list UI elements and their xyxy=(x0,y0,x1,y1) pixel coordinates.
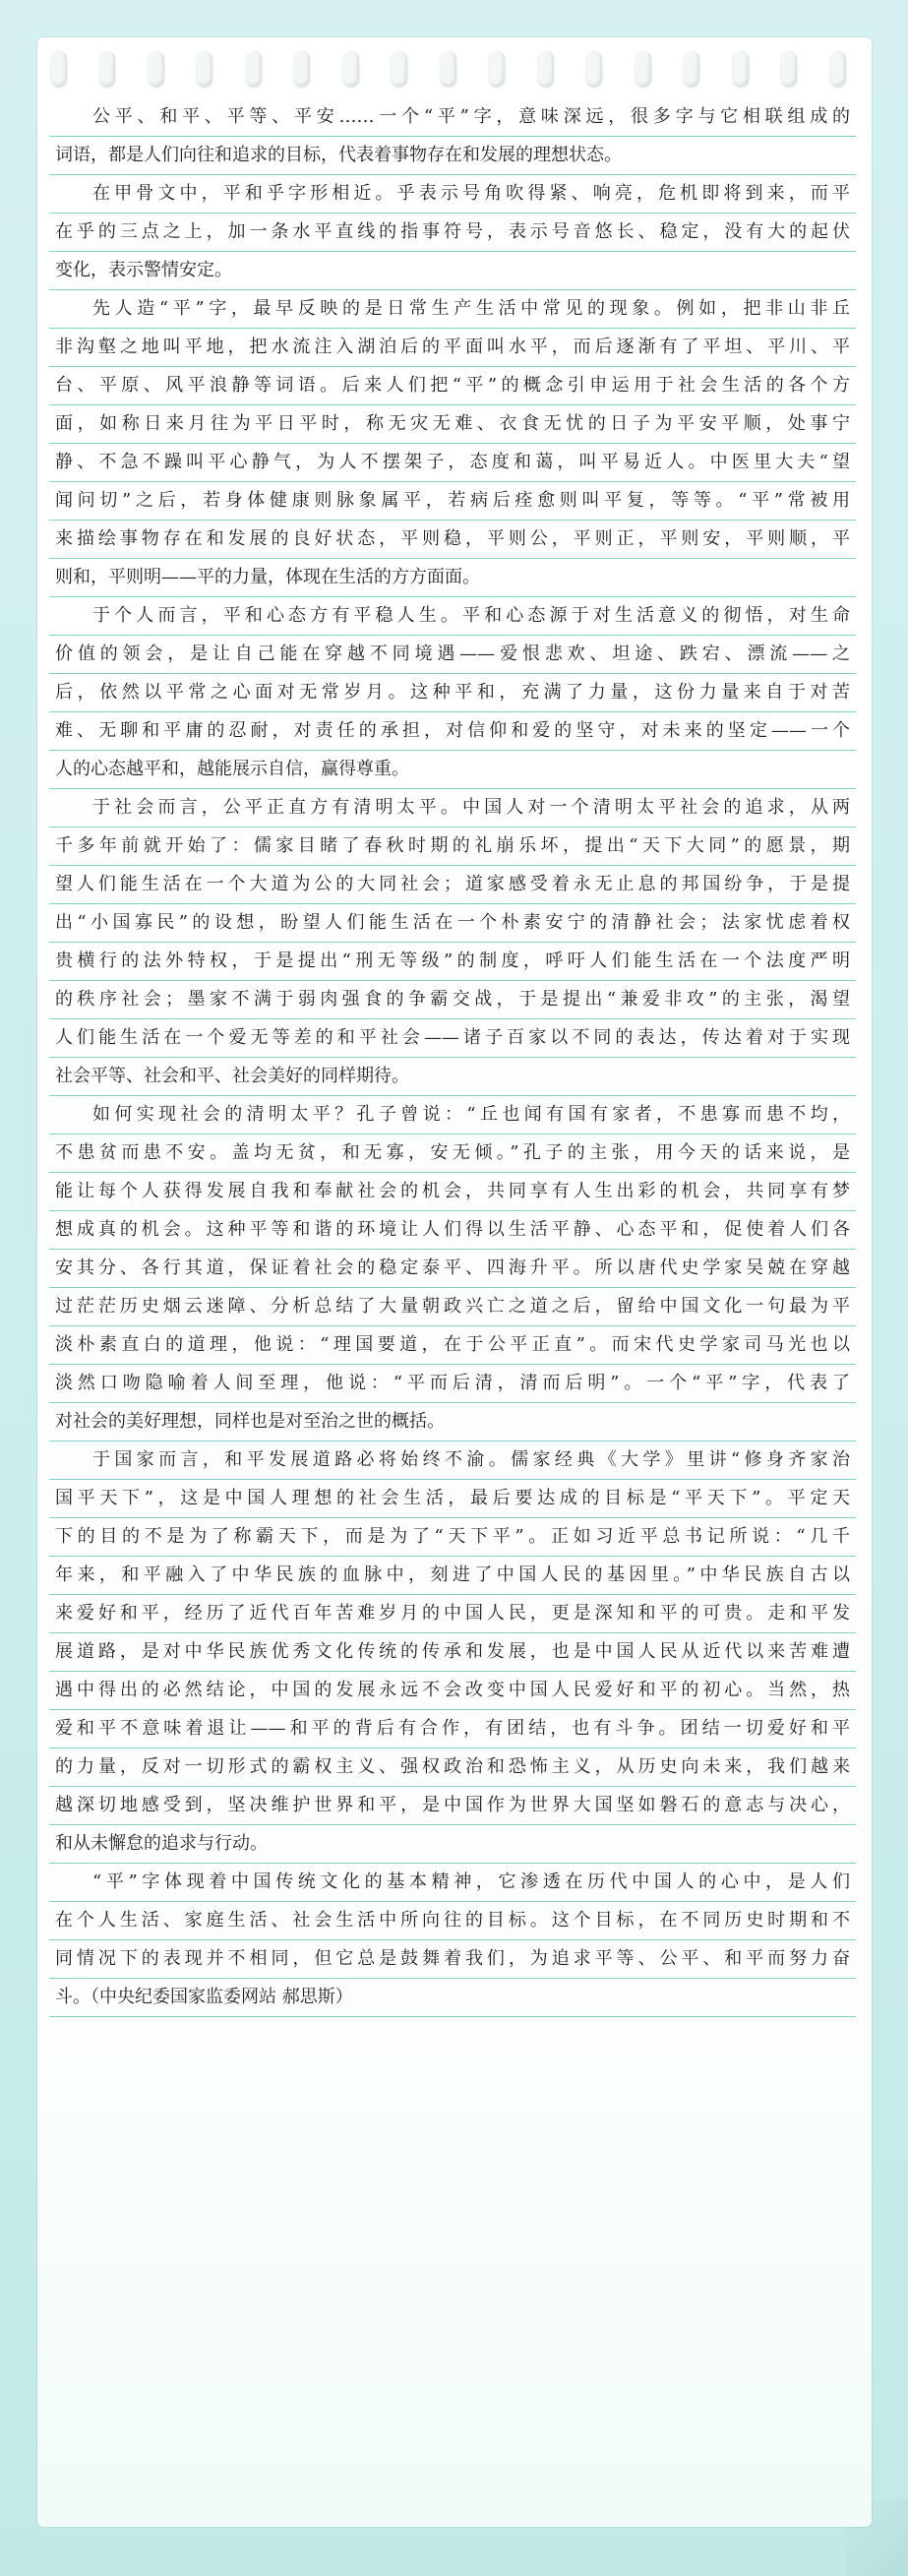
text-line: 和从未懈怠的追求与行动。 xyxy=(49,1825,856,1864)
binder-holes xyxy=(37,51,872,94)
text-line: 人们能生活在一个爱无等差的和平社会——诸子百家以不同的表达，传达着对于实现 xyxy=(49,1019,856,1058)
text-line: 千多年前就开始了：儒家目睹了春秋时期的礼崩乐坏，提出“天下大同”的愿景，期 xyxy=(49,828,856,866)
text-line: 于国家而言，和平发展道路必将始终不渝。儒家经典《大学》里讲“修身齐家治 xyxy=(49,1441,856,1480)
text-line: 公平、和平、平等、平安……一个“平”字，意味深远，很多字与它相联组成的 xyxy=(49,98,856,137)
paragraph xyxy=(49,175,856,290)
text-line: 台、平原、风平浪静等词语。后来人们把“平”的概念引申运用于社会生活的各个方 xyxy=(49,367,856,405)
text-line: 社会平等、社会和平、社会美好的同样期待。 xyxy=(49,1058,856,1096)
paragraph xyxy=(49,98,856,175)
binder-hole xyxy=(343,51,359,87)
text-line: 展道路，是对中华民族优秀文化传统的传承和发展，也是中国人民从近代以来苦难遭 xyxy=(49,1633,856,1672)
paragraph xyxy=(49,597,856,789)
text-line: 国平天下”，这是中国人理想的社会生活，最后要达成的目标是“平天下”。平定天 xyxy=(49,1480,856,1518)
text-line: 来爱好和平，经历了近代百年苦难岁月的中国人民，更是深知和平的可贵。走和平发 xyxy=(49,1595,856,1633)
text-line: 面，如称日来月往为平日平时，称无灾无难、衣食无忧的日子为平安平顺，处事宁 xyxy=(49,405,856,444)
text-line: 想成真的机会。这种平等和谐的环境让人们得以生活平静、心态平和，促使着人们各 xyxy=(49,1211,856,1250)
text-line: 先人造“平”字，最早反映的是日常生产生活中常见的现象。例如，把非山非丘 xyxy=(49,290,856,329)
text-line: 于社会而言，公平正直方有清明太平。中国人对一个清明太平社会的追求，从两 xyxy=(49,789,856,828)
binder-hole xyxy=(51,51,67,87)
article-body xyxy=(49,98,856,2017)
text-line: 遇中得出的必然结论，中国的发展永远不会改变中国人民爱好和平的初心。当然，热 xyxy=(49,1672,856,1710)
binder-hole xyxy=(246,51,262,87)
text-line: 在乎的三点之上，加一条水平直线的指事符号，表示号音悠长、稳定，没有大的起伏 xyxy=(49,214,856,252)
binder-hole xyxy=(586,51,602,87)
binder-hole xyxy=(781,51,797,87)
binder-hole xyxy=(636,51,651,87)
text-line: 的力量，反对一切形式的霸权主义、强权政治和恐怖主义，从历史向未来，我们越来 xyxy=(49,1748,856,1787)
binder-hole xyxy=(197,51,212,87)
text-line: 非沟壑之地叫平地，把水流注入湖泊后的平面叫水平，而后逐渐有了平坦、平川、平 xyxy=(49,329,856,367)
text-line: 能让每个人获得发展自我和奉献社会的机会，共同享有人生出彩的机会，共同享有梦 xyxy=(49,1173,856,1211)
text-line: 在甲骨文中，平和乎字形相近。乎表示号角吹得紧、响亮，危机即将到来，而平 xyxy=(49,175,856,214)
text-line: 下的目的不是为了称霸天下，而是为了“天下平”。正如习近平总书记所说：“几千 xyxy=(49,1518,856,1557)
binder-hole xyxy=(489,51,505,87)
text-line: “平”字体现着中国传统文化的基本精神，它渗透在历代中国人的心中，是人们 xyxy=(49,1864,856,1902)
text-line: 淡朴素直白的道理，他说：“理国要道，在于公平正直”。而宋代史学家司马光也以 xyxy=(49,1326,856,1365)
binder-hole xyxy=(830,51,846,87)
text-line: 安其分、各行其道，保证着社会的稳定泰平、四海升平。所以唐代史学家吴兢在穿越 xyxy=(49,1250,856,1288)
paragraph xyxy=(49,789,856,1096)
text-line: 则和，平则明——平的力量，体现在生活的方方面面。 xyxy=(49,559,856,597)
paragraph xyxy=(49,1441,856,1864)
paragraph xyxy=(49,290,856,597)
text-line: 出“小国寡民”的设想，盼望人们能生活在一个朴素安宁的清静社会；法家忧虑着权 xyxy=(49,904,856,943)
binder-hole xyxy=(392,51,407,87)
text-line: 年来，和平融入了中华民族的血脉中，刻进了中国人民的基因里。”中华民族自古以 xyxy=(49,1557,856,1595)
text-line: 的秩序社会；墨家不满于弱肉强食的争霸交战，于是提出“兼爱非攻”的主张，渴望 xyxy=(49,981,856,1019)
text-line: 爱和平不意味着退让——和平的背后有合作，有团结，也有斗争。团结一切爱好和平 xyxy=(49,1710,856,1748)
binder-hole xyxy=(294,51,310,87)
text-line: 静、不急不躁叫平心静气，为人不摆架子，态度和蔼，叫平易近人。中医里大夫“望 xyxy=(49,444,856,482)
text-line: 对社会的美好理想，同样也是对至治之世的概括。 xyxy=(49,1403,856,1441)
text-line: 斗。（中央纪委国家监委网站 郝思斯） xyxy=(49,1979,856,2017)
text-line: 后，依然以平常之心面对无常岁月。这种平和，充满了力量，这份力量来自于对苦 xyxy=(49,674,856,712)
text-line: 词语，都是人们向往和追求的目标，代表着事物存在和发展的理想状态。 xyxy=(49,137,856,175)
binder-hole xyxy=(733,51,749,87)
text-line: 于个人而言，平和心态方有平稳人生。平和心态源于对生活意义的彻悟，对生命 xyxy=(49,597,856,636)
binder-hole xyxy=(684,51,699,87)
paragraph xyxy=(49,1864,856,2017)
text-line: 贵横行的法外特权，于是提出“刑无等级”的制度，呼吁人们能生活在一个法度严明 xyxy=(49,943,856,981)
text-line: 越深切地感受到，坚决维护世界和平，是中国作为世界大国坚如磐石的意志与决心， xyxy=(49,1787,856,1825)
text-line: 望人们能生活在一个大道为公的大同社会；道家感受着永无止息的邦国纷争，于是提 xyxy=(49,866,856,904)
binder-hole xyxy=(538,51,554,87)
binder-hole xyxy=(441,51,456,87)
text-line: 淡然口吻隐喻着人间至理，他说：“平而后清，清而后明”。一个“平”字，代表了 xyxy=(49,1365,856,1403)
text-line: 不患贫而患不安。盖均无贫，和无寡，安无倾。”孔子的主张，用今天的话来说，是 xyxy=(49,1135,856,1173)
text-line: 闻问切”之后，若身体健康则脉象属平，若病后痊愈则叫平复，等等。“平”常被用 xyxy=(49,482,856,521)
text-line: 过茫茫历史烟云迷障、分析总结了大量朝政兴亡之道之后，留给中国文化一句最为平 xyxy=(49,1288,856,1326)
binder-hole xyxy=(99,51,115,87)
text-line: 同情况下的表现并不相同，但它总是鼓舞着我们，为追求平等、公平、和平而努力奋 xyxy=(49,1940,856,1979)
text-line: 价值的领会，是让自己能在穿越不同境遇——爱恨悲欢、坦途、跌宕、漂流——之 xyxy=(49,636,856,674)
text-line: 如何实现社会的清明太平？孔子曾说：“丘也闻有国有家者，不患寡而患不均， xyxy=(49,1096,856,1135)
text-line: 在个人生活、家庭生活、社会生活中所向往的目标。这个目标，在不同历史时期和不 xyxy=(49,1902,856,1940)
binder-hole xyxy=(149,51,164,87)
text-line: 来描绘事物存在和发展的良好状态，平则稳，平则公，平则正，平则安，平则顺，平 xyxy=(49,521,856,559)
text-line: 难、无聊和平庸的忍耐，对责任的承担，对信仰和爱的坚守，对未来的坚定——一个 xyxy=(49,712,856,751)
text-line: 变化，表示警情安定。 xyxy=(49,252,856,290)
text-line: 人的心态越平和，越能展示自信，赢得尊重。 xyxy=(49,751,856,789)
paragraph xyxy=(49,1096,856,1441)
